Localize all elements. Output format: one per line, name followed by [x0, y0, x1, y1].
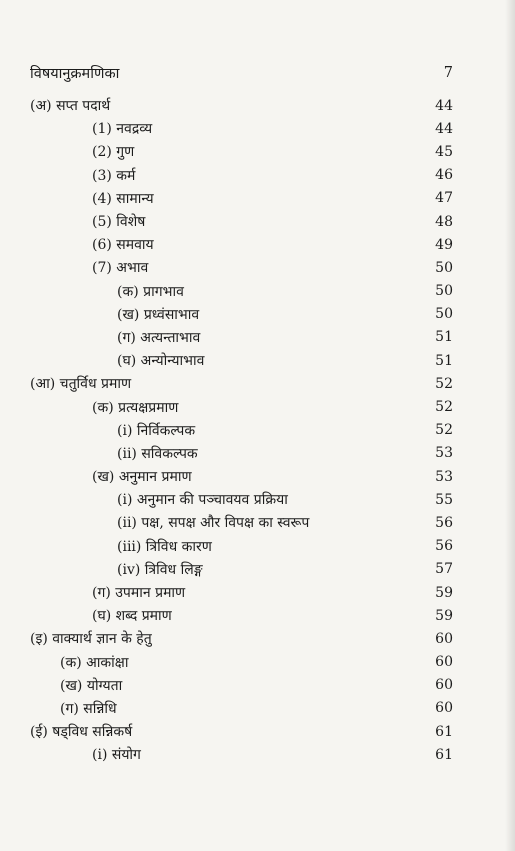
toc-entry-label: (3) कर्म: [92, 167, 136, 184]
toc-entry-label: (ii) पक्ष, सपक्ष और विपक्ष का स्वरूप: [117, 515, 310, 532]
toc-entry-label: (क) आकांक्षा: [60, 654, 129, 671]
table-of-contents: [30, 94, 453, 766]
toc-entry: [30, 581, 453, 604]
toc-entry-page: 59: [435, 607, 453, 624]
toc-entry: [30, 511, 453, 534]
toc-entry-label: (घ) अन्योन्याभाव: [117, 353, 205, 370]
page-header: [30, 62, 453, 84]
toc-entry-label: (अ) सप्त पदार्थ: [30, 98, 111, 115]
toc-entry-label: (ख) प्रध्वंसाभाव: [117, 306, 200, 323]
toc-entry-label: (क) प्रत्यक्षप्रमाण: [92, 399, 179, 416]
toc-entry: [30, 326, 453, 349]
toc-entry: [30, 164, 453, 187]
toc-entry: [30, 233, 453, 256]
toc-entry-page: 50: [435, 306, 453, 323]
toc-entry-label: (iv) त्रिविध लिङ्ग: [117, 561, 203, 578]
toc-entry: [30, 442, 453, 465]
toc-entry-page: 47: [435, 190, 453, 207]
toc-entry-page: 53: [435, 445, 453, 462]
toc-entry-label: (i) निर्विकल्पक: [117, 422, 196, 439]
toc-entry-label: (ii) सविकल्पक: [117, 445, 198, 462]
toc-entry: [30, 303, 453, 326]
toc-entry-page: 60: [435, 677, 453, 694]
toc-entry-page: 49: [435, 236, 453, 253]
toc-entry: [30, 743, 453, 766]
toc-entry-page: 56: [435, 514, 453, 531]
toc-entry-label: (6) समवाय: [92, 237, 154, 254]
toc-entry-page: 60: [435, 654, 453, 671]
toc-entry-page: 50: [435, 259, 453, 276]
toc-entry-page: 52: [435, 399, 453, 416]
toc-entry: [30, 674, 453, 697]
toc-entry: [30, 627, 453, 650]
toc-entry: [30, 488, 453, 511]
toc-entry-page: 45: [435, 143, 453, 160]
toc-entry-page: 59: [435, 584, 453, 601]
toc-entry: [30, 604, 453, 627]
toc-entry: [30, 651, 453, 674]
toc-entry-label: (4) सामान्य: [92, 190, 154, 207]
toc-entry: [30, 558, 453, 581]
toc-entry-page: 56: [435, 538, 453, 555]
toc-entry-page: 52: [435, 422, 453, 439]
toc-entry-page: 44: [435, 120, 453, 137]
toc-entry-label: (ख) अनुमान प्रमाण: [92, 469, 192, 486]
toc-entry-label: (आ) चतुर्विध प्रमाण: [30, 376, 132, 393]
toc-entry-label: (i) अनुमान की पञ्चावयव प्रक्रिया: [117, 492, 288, 509]
toc-entry-label: (ग) अत्यन्ताभाव: [117, 329, 201, 346]
toc-entry-page: 60: [435, 700, 453, 717]
toc-entry-label: (1) नवद्रव्य: [92, 121, 153, 138]
toc-entry: [30, 419, 453, 442]
page-number: 7: [443, 65, 453, 81]
toc-entry-page: 61: [435, 746, 453, 763]
toc-entry-label: (ख) योग्यता: [60, 677, 123, 694]
toc-entry-page: 48: [435, 213, 453, 230]
toc-entry: [30, 697, 453, 720]
toc-entry-label: (2) गुण: [92, 144, 135, 161]
toc-entry-page: 51: [435, 329, 453, 346]
toc-entry: [30, 256, 453, 279]
toc-entry-label: (घ) शब्द प्रमाण: [92, 608, 172, 625]
toc-entry: [30, 117, 453, 140]
toc-entry-label: (क) प्रागभाव: [117, 283, 184, 300]
toc-entry: [30, 535, 453, 558]
toc-entry-page: 52: [435, 375, 453, 392]
toc-entry: [30, 372, 453, 395]
toc-entry-page: 51: [435, 352, 453, 369]
toc-entry-page: 55: [435, 491, 453, 508]
toc-entry: [30, 720, 453, 743]
toc-entry-page: 57: [435, 561, 453, 578]
toc-entry-page: 60: [435, 630, 453, 647]
toc-entry-page: 61: [435, 723, 453, 740]
toc-entry: [30, 210, 453, 233]
toc-entry-page: 50: [435, 283, 453, 300]
toc-entry-label: (ग) सन्निधि: [60, 700, 117, 717]
toc-entry-label: (i) संयोग: [92, 747, 141, 764]
toc-entry: [30, 395, 453, 418]
toc-entry-page: 46: [435, 167, 453, 184]
toc-entry-label: (ई) षड्विध सन्निकर्ष: [30, 724, 133, 741]
page-title: विषयानुक्रमणिका: [30, 66, 120, 82]
toc-entry-label: (iii) त्रिविध कारण: [117, 538, 212, 555]
toc-entry: [30, 280, 453, 303]
toc-entry: [30, 140, 453, 163]
toc-entry: [30, 94, 453, 117]
toc-entry: [30, 349, 453, 372]
toc-entry-label: (7) अभाव: [92, 260, 149, 277]
toc-entry-label: (5) विशेष: [92, 214, 146, 231]
page-edge-shadow: [505, 0, 515, 851]
toc-entry-page: 44: [435, 97, 453, 114]
toc-entry-label: (ग) उपमान प्रमाण: [92, 585, 186, 602]
toc-entry-page: 53: [435, 468, 453, 485]
toc-entry: [30, 465, 453, 488]
toc-entry: [30, 187, 453, 210]
toc-entry-label: (इ) वाक्यार्थ ज्ञान के हेतु: [30, 631, 152, 648]
